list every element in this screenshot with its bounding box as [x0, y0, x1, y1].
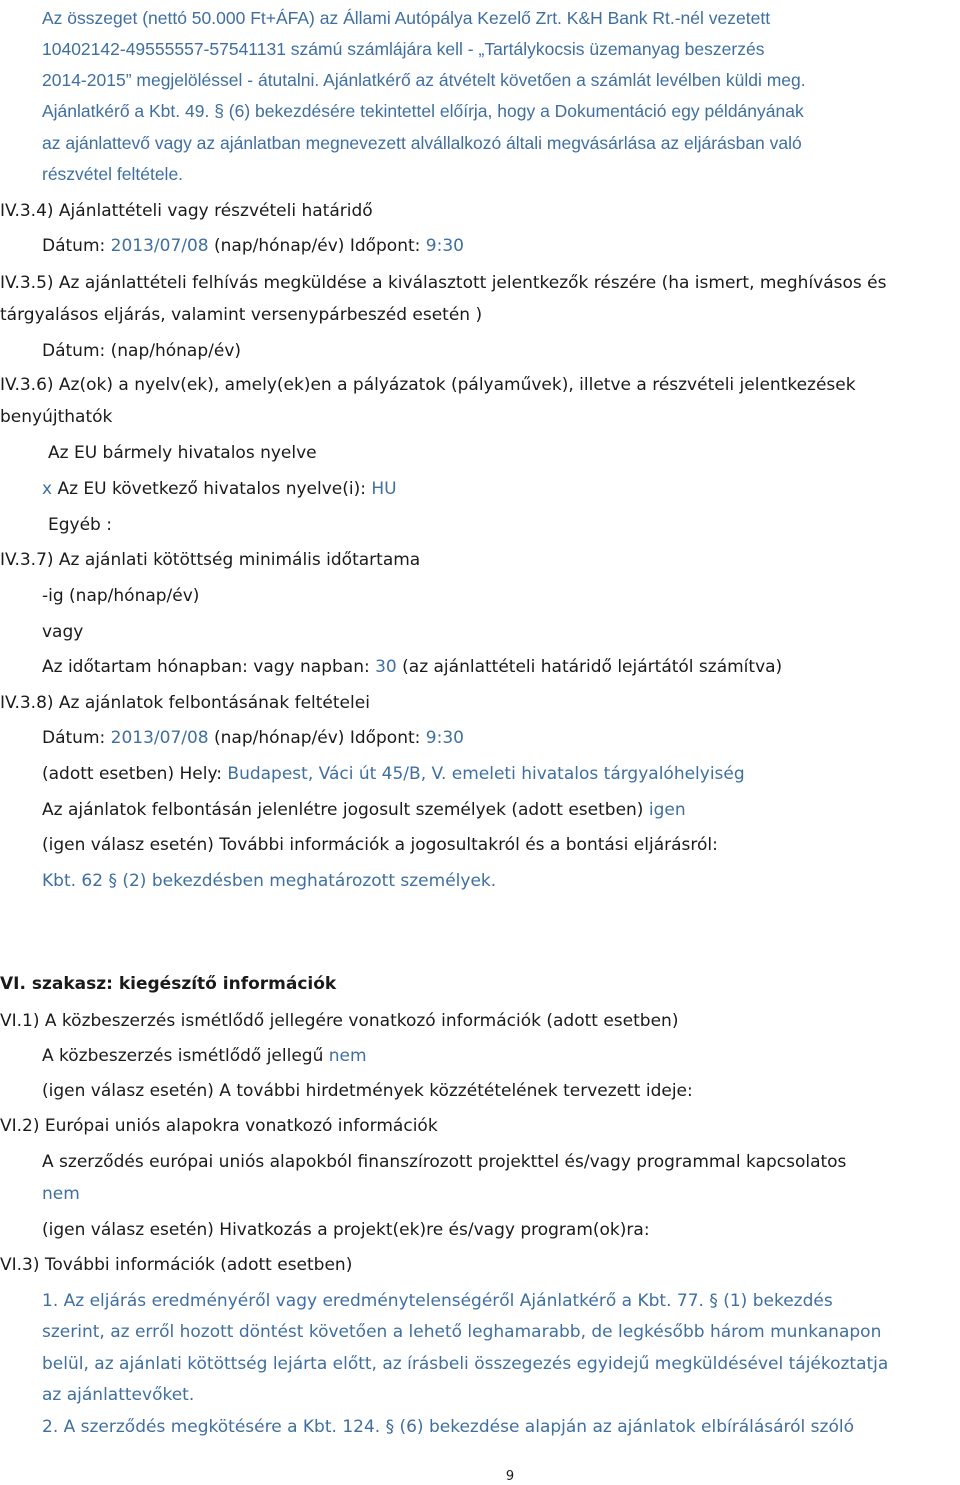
vi3-item-1-line-2: szerint, az erről hozott döntést követően a lehető leghamarabb, de legkésőbb három munkanapon — [42, 1322, 882, 1342]
iv36-line-1: IV.3.6) Az(ok) a nyelv(ek), amely(ek)en a pályázatok (pályaművek), illetve a részvételi jelentkezések — [0, 375, 856, 395]
checked-mark: x — [42, 479, 53, 499]
vi1-heading: VI.1) A közbeszerzés ismétlődő jellegére vonatkozó információk (adott esetben) — [0, 1011, 679, 1031]
vi3-item-1-line-4: az ajánlattevőket. — [42, 1385, 195, 1405]
vi2-line-1: A szerződés európai uniós alapokból finanszírozott projekttel és/vagy programmal kapcsolatos — [42, 1152, 847, 1172]
option-label: Az EU következő hivatalos nyelve(i): — [52, 479, 372, 499]
vi1-label: A közbeszerzés ismétlődő jellegű — [42, 1046, 329, 1066]
iv37-heading: IV.3.7) Az ajánlati kötöttség minimális időtartama — [0, 550, 421, 570]
intro-line-3: 2014-2015” megjelöléssel - átutalni. Ajánlatkérő az átvételt követően a számlát levélben küldi meg. — [42, 70, 806, 90]
vi3-heading: VI.3) További információk (adott esetben) — [0, 1255, 353, 1275]
iv35-line-2: tárgyalásos eljárás, valamint versenypárbeszéd esetén ) — [0, 305, 483, 325]
iv36-option-other: Egyéb : — [48, 515, 112, 535]
place-label: (adott esetben) Hely: — [42, 764, 228, 784]
persons-label: Az ajánlatok felbontásán jelenlétre jogosult személyek (adott esetben) — [42, 800, 649, 820]
date-label: Dátum: — [42, 728, 111, 748]
duration-note: (az ajánlattételi határidő lejártától számítva) — [396, 657, 783, 677]
iv36-option-specific — [42, 478, 960, 500]
vi3-item-2-line-1: 2. A szerződés megkötésére a Kbt. 124. § (6) bekezdése alapján az ajánlatok elbírálásáról szóló — [42, 1417, 854, 1437]
section-vi-heading: VI. szakasz: kiegészítő információk — [0, 974, 337, 994]
vi2-value: nem — [42, 1184, 80, 1204]
vi1-line-2: (igen válasz esetén) A további hirdetmények közzétételének tervezett ideje: — [42, 1081, 693, 1101]
intro-line-6: részvétel feltétele. — [42, 164, 184, 184]
intro-line-1: Az összeget (nettó 50.000 Ft+ÁFA) az Állami Autópálya Kezelő Zrt. K&H Bank Rt.-nél vezetett — [42, 8, 771, 28]
vi3-item-1-line-3: belül, az ajánlati kötöttség lejárta előtt, az írásbeli összegezés egyidejű megküldésével tájékoztatja — [42, 1354, 889, 1374]
date-value: 2013/07/08 — [110, 236, 209, 256]
page-number: 9 — [505, 1469, 515, 1484]
vi2-heading: VI.2) Európai uniós alapokra vonatkozó információk — [0, 1116, 438, 1136]
vi2-line-2: (igen válasz esetén) Hivatkozás a projekt(ek)re és/vagy program(ok)ra: — [42, 1220, 650, 1240]
language-value: HU — [371, 479, 397, 499]
duration-label: Az időtartam hónapban: vagy napban: — [42, 657, 376, 677]
intro-line-4: Ajánlatkérő a Kbt. 49. § (6) bekezdésére tekintettel előírja, hogy a Dokumentáció egy példányának — [42, 101, 804, 121]
iv35-date-line: Dátum: (nap/hónap/év) — [42, 341, 242, 361]
iv37-line-2: vagy — [42, 622, 84, 642]
iv37-line-1: -ig (nap/hónap/év) — [42, 586, 200, 606]
iv38-heading: IV.3.8) Az ajánlatok felbontásának feltételei — [0, 693, 370, 713]
iv38-info-label: (igen válasz esetén) További információk a jogosultakról és a bontási eljárásról: — [42, 835, 718, 855]
time-value: 9:30 — [425, 728, 464, 748]
iv34-date-line — [42, 235, 960, 257]
iv38-info-value: Kbt. 62 § (2) bekezdésben meghatározott személyek. — [42, 871, 497, 891]
place-value: Budapest, Váci út 45/B, V. emeleti hivatalos tárgyalóhelyiség — [227, 764, 745, 784]
vi1-value: nem — [328, 1046, 367, 1066]
iv38-date-line — [42, 727, 960, 749]
persons-value: igen — [648, 800, 686, 820]
vi3-item-1-line-1: 1. Az eljárás eredményéről vagy eredménytelenségéről Ajánlatkérő a Kbt. 77. § (1) bekezdés — [42, 1291, 833, 1311]
iv38-persons-line — [42, 799, 960, 821]
intro-line-2: 10402142-49555557-57541131 számú számlájára kell - „Tartálykocsis üzemanyag beszerzés — [42, 39, 765, 59]
iv37-line-3 — [42, 656, 960, 678]
date-format-label: (nap/hónap/év) Időpont: — [208, 728, 426, 748]
iv35-line-1: IV.3.5) Az ajánlattételi felhívás megküldése a kiválasztott jelentkezők részére (ha ismert, meghívásos és — [0, 273, 887, 293]
time-value: 9:30 — [425, 236, 464, 256]
iv34-heading: IV.3.4) Ajánlattételi vagy részvételi határidő — [0, 201, 373, 221]
iv36-option-any-eu: Az EU bármely hivatalos nyelve — [48, 443, 317, 463]
duration-value: 30 — [375, 657, 397, 677]
date-value: 2013/07/08 — [110, 728, 209, 748]
vi1-line-1 — [42, 1045, 960, 1067]
intro-line-5: az ajánlattevő vagy az ajánlatban megnevezett alvállalkozó általi megvásárlása az eljárásban való — [42, 133, 802, 153]
iv36-line-2: benyújthatók — [0, 407, 113, 427]
date-format-label: (nap/hónap/év) Időpont: — [208, 236, 426, 256]
date-label: Dátum: — [42, 236, 111, 256]
iv38-place-line — [42, 763, 960, 785]
